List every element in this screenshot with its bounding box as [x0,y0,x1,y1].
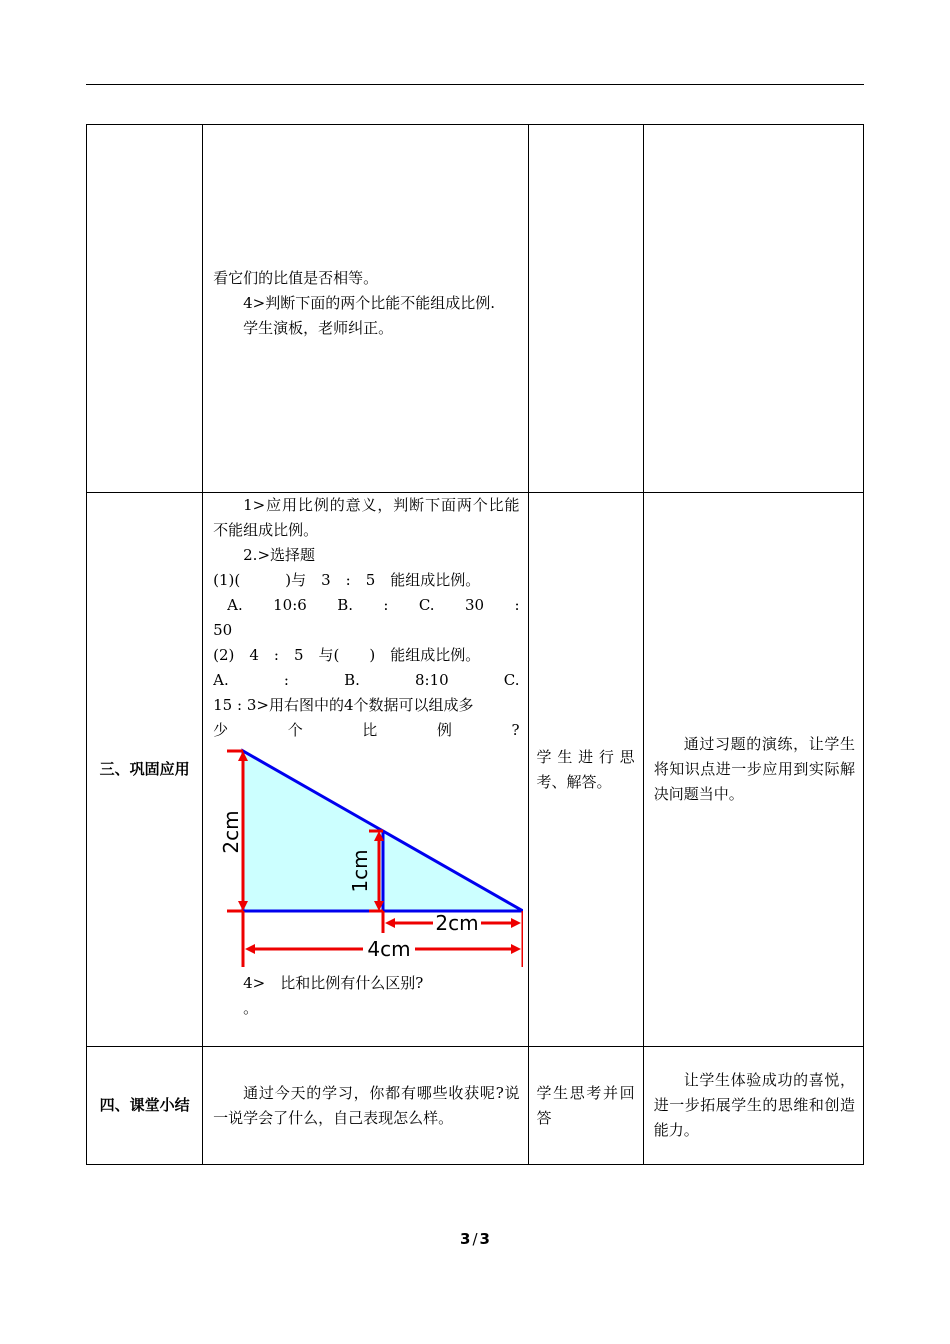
question-2-1-tail: 50 [213,621,233,639]
option-c-value: 30 [464,596,485,614]
option-b-label: B. [344,671,360,689]
student-activity-cell [528,493,643,1047]
table-row [87,125,864,493]
question-2-2: (2) 4 : 5 与( ) 能组成比例。 [213,646,481,664]
student-activity-text: 学生思考并回答 [536,1083,635,1127]
question-3-line1 [213,693,519,718]
q3-word: 3>用右图中的4个数据可以组成多 [246,696,474,714]
option-c-colon: : [514,596,520,614]
lesson-plan-table [86,124,864,1165]
q3-word: 少 [213,721,256,739]
design-intent-text: 通过习题的演练，让学生将知识点进一步应用到实际解决问题当中。 [653,735,855,803]
student-activity-text: 学生进行思考、解答。 [536,747,635,791]
triangle-diagram [207,745,523,967]
question-1: 1>应用比例的意义，判断下面两个比能不能组成比例。 [213,496,520,539]
question-3-line2 [213,718,519,743]
stage-cell [87,125,203,493]
option-b-value: 8:10 [414,671,449,689]
page-footer [0,1230,950,1248]
student-activity-cell [528,1047,643,1165]
table-row [87,493,864,1047]
option-a-label: A. [213,671,229,689]
page-separator: / [472,1230,478,1248]
option-c-label: C. [418,596,435,614]
question-4: 4> 比和比例有什么区别? [243,974,424,992]
label-4cm: 4cm [367,937,411,961]
option-a-value: : [283,671,289,689]
content-line: 看它们的比值是否相等。 [213,269,379,287]
question-2-1-options [213,593,519,618]
content-cell [203,493,528,1047]
content-line: 学生演板，老师纠正。 [243,319,394,337]
header-rule [86,84,864,85]
content-cell [203,1047,528,1165]
option-a-label: A. [227,596,243,614]
question-2-1: (1)( )与 3 : 5 能组成比例。 [213,571,481,589]
label-2cm-left: 2cm [219,810,244,854]
q3-word: 15 [213,696,233,714]
page-number: 3 [460,1230,471,1248]
page-total: 3 [479,1230,490,1248]
option-b-value: : [383,596,389,614]
question-2-2-options [213,668,519,693]
question-4-tail: 。 [243,999,259,1017]
option-b-label: B. [337,596,354,614]
stage-cell: 四、课堂小结 [87,1047,203,1165]
q3-word: 例 [436,721,480,739]
summary-text: 通过今天的学习，你都有哪些收获呢?说一说学会了什么，自己表现怎么样。 [213,1083,520,1127]
design-intent-text: 让学生体验成功的喜悦，进一步拓展学生的思维和创造能力。 [653,1071,855,1139]
design-intent-cell [643,125,863,493]
option-c-label: C. [503,671,520,689]
content-cell [203,125,528,493]
table-row [87,1047,864,1165]
option-a-value: 10:6 [273,596,307,614]
label-1cm: 1cm [348,849,373,893]
stage-cell: 三、巩固应用 [87,493,203,1047]
q3-word: : [237,696,243,714]
label-2cm-bottom: 2cm [435,911,479,935]
q3-word: 个 [287,721,331,739]
design-intent-cell [643,1047,863,1165]
q3-word: 比 [362,721,405,739]
student-activity-cell [528,125,643,493]
design-intent-cell [643,493,863,1047]
q3-word: ? [511,721,520,739]
content-line: 4>判断下面的两个比能不能组成比例. [243,294,496,312]
question-2-title: 2.>选择题 [243,546,316,564]
